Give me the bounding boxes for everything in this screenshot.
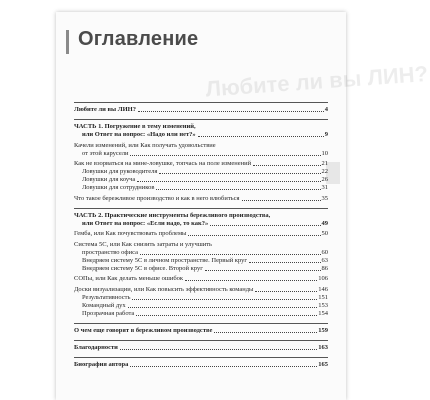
toc-entry <box>74 184 328 192</box>
dot-leader <box>253 165 320 166</box>
toc-page-number: 163 <box>318 343 328 351</box>
toc-entry-title: Ловушки для руководителя <box>82 168 158 175</box>
toc-entry <box>74 286 328 294</box>
heading-accent-bar <box>66 30 69 54</box>
toc-entry-title: Ловушки для коуча <box>82 176 136 183</box>
section-divider <box>74 119 328 120</box>
toc-entry-title: Доски визуализации, или Как повысить эффективность команды <box>74 285 254 293</box>
toc-entry-title: Командный дух <box>82 301 126 309</box>
toc-entry-title: Прозрачная работа <box>82 309 135 317</box>
toc-page-number: 21 <box>321 160 328 167</box>
toc-entry <box>74 327 328 335</box>
toc-entry <box>74 257 328 265</box>
toc-entry <box>74 265 328 273</box>
toc-entry-title: Гемба, или Как почувствовать проблемы <box>74 230 187 237</box>
dot-leader <box>188 235 320 236</box>
toc-entry-title: Внедряем систему 5С в офисе. Второй круг <box>82 264 203 272</box>
dot-leader <box>137 181 320 182</box>
toc-entry <box>74 212 328 228</box>
toc-entry <box>74 168 328 176</box>
toc-entry-title: СОПы, или Как делать меньше ошибок <box>74 275 184 282</box>
section-divider <box>74 340 328 341</box>
toc-entry-title: или Ответ на вопрос: «Если надо, то как?» <box>82 219 209 227</box>
dot-leader <box>120 349 317 350</box>
toc-page-number: 35 <box>321 194 328 202</box>
page-title: Оглавление <box>78 28 199 50</box>
toc-entry <box>74 142 328 158</box>
toc-page-number: 50 <box>321 230 328 237</box>
toc-page-number: 60 <box>321 248 328 256</box>
bleed-through-text: Любите ли вы ЛИН? <box>204 61 429 102</box>
toc-page-number: 106 <box>318 275 328 282</box>
bleed-through-mark <box>326 162 340 184</box>
section-divider <box>74 357 328 358</box>
toc-page-number: 49 <box>321 219 328 227</box>
toc-entry-title: Результативность <box>82 293 131 301</box>
section-divider <box>74 323 328 324</box>
toc-entry <box>74 106 328 114</box>
toc-page-number: 10 <box>321 149 328 157</box>
toc-entry-title: Качели изменений, или Как получать удовольствие <box>74 141 216 149</box>
toc-entry <box>74 176 328 184</box>
toc-page-number: 86 <box>321 264 328 272</box>
toc-entry-title: О чем еще говорят в бережливом производстве <box>74 326 213 334</box>
toc-entry <box>74 275 328 283</box>
toc-entry-title: ЧАСТЬ 2. Практические инструменты бережливого производства, <box>74 211 271 219</box>
toc-entry <box>74 302 328 310</box>
toc-entry <box>74 160 328 168</box>
table-of-contents <box>74 102 328 369</box>
toc-page-number: 154 <box>318 309 328 317</box>
toc-page-number: 153 <box>318 301 328 309</box>
toc-page-number: 165 <box>318 360 328 368</box>
toc-entry-title: ЧАСТЬ 1. Погружение в тему изменений, <box>74 123 196 130</box>
dot-leader <box>136 315 317 316</box>
dot-leader <box>156 189 320 190</box>
toc-page-number: 63 <box>321 256 328 264</box>
toc-entry <box>74 241 328 257</box>
toc-page-number: 22 <box>321 168 328 175</box>
dot-leader <box>128 307 318 308</box>
toc-entry-title: от этой карусели <box>82 149 129 157</box>
toc-entry <box>74 195 328 203</box>
toc-page-number: 31 <box>321 184 328 191</box>
toc-entry <box>74 344 328 352</box>
dot-leader <box>130 155 320 156</box>
toc-entry-title: Благодарности <box>74 343 118 351</box>
toc-page-number: 4 <box>324 106 328 113</box>
toc-entry-title: пространство офиса <box>82 248 138 256</box>
toc-entry <box>74 361 328 369</box>
toc-entry-title: Система 5С, или Как снизить затраты и улучшить <box>74 240 213 248</box>
section-divider <box>74 208 328 209</box>
toc-page-number: 26 <box>321 176 328 183</box>
dot-leader <box>198 136 324 137</box>
dot-leader <box>138 111 324 112</box>
dot-leader <box>140 254 321 255</box>
toc-entry <box>74 230 328 238</box>
dot-leader <box>249 262 320 263</box>
toc-entry-title: Биография автора <box>74 360 129 368</box>
toc-entry <box>74 294 328 302</box>
toc-entry-title: Что такое бережливое производство и как в него влюбиться <box>74 194 240 202</box>
toc-entry-title: или Ответ на вопрос: «Надо или нет?» <box>82 131 196 138</box>
toc-page-number: 9 <box>324 131 328 138</box>
toc-page-number: 159 <box>318 326 328 334</box>
dot-leader <box>205 270 321 271</box>
dot-leader <box>214 332 317 333</box>
dot-leader <box>159 173 320 174</box>
toc-entry-title: Ловушки для сотрудников <box>82 184 155 191</box>
dot-leader <box>132 299 317 300</box>
toc-entry <box>74 123 328 139</box>
toc-entry-title: Внедряем систему 5С в личном пространстве. Первый круг <box>82 256 248 264</box>
dot-leader <box>185 280 317 281</box>
toc-page-number: 146 <box>318 285 328 293</box>
dot-leader <box>255 291 317 292</box>
dot-leader <box>242 200 321 201</box>
dot-leader <box>130 366 317 367</box>
toc-entry <box>74 310 328 318</box>
toc-page-number: 151 <box>318 293 328 301</box>
toc-entry-title: Любите ли вы ЛИН? <box>74 106 136 113</box>
dot-leader <box>210 225 320 226</box>
toc-entry-title: Как не взорваться на мине-ловушке, топчась на поле изменений <box>74 160 252 167</box>
book-page <box>56 12 429 400</box>
section-divider <box>74 102 328 103</box>
